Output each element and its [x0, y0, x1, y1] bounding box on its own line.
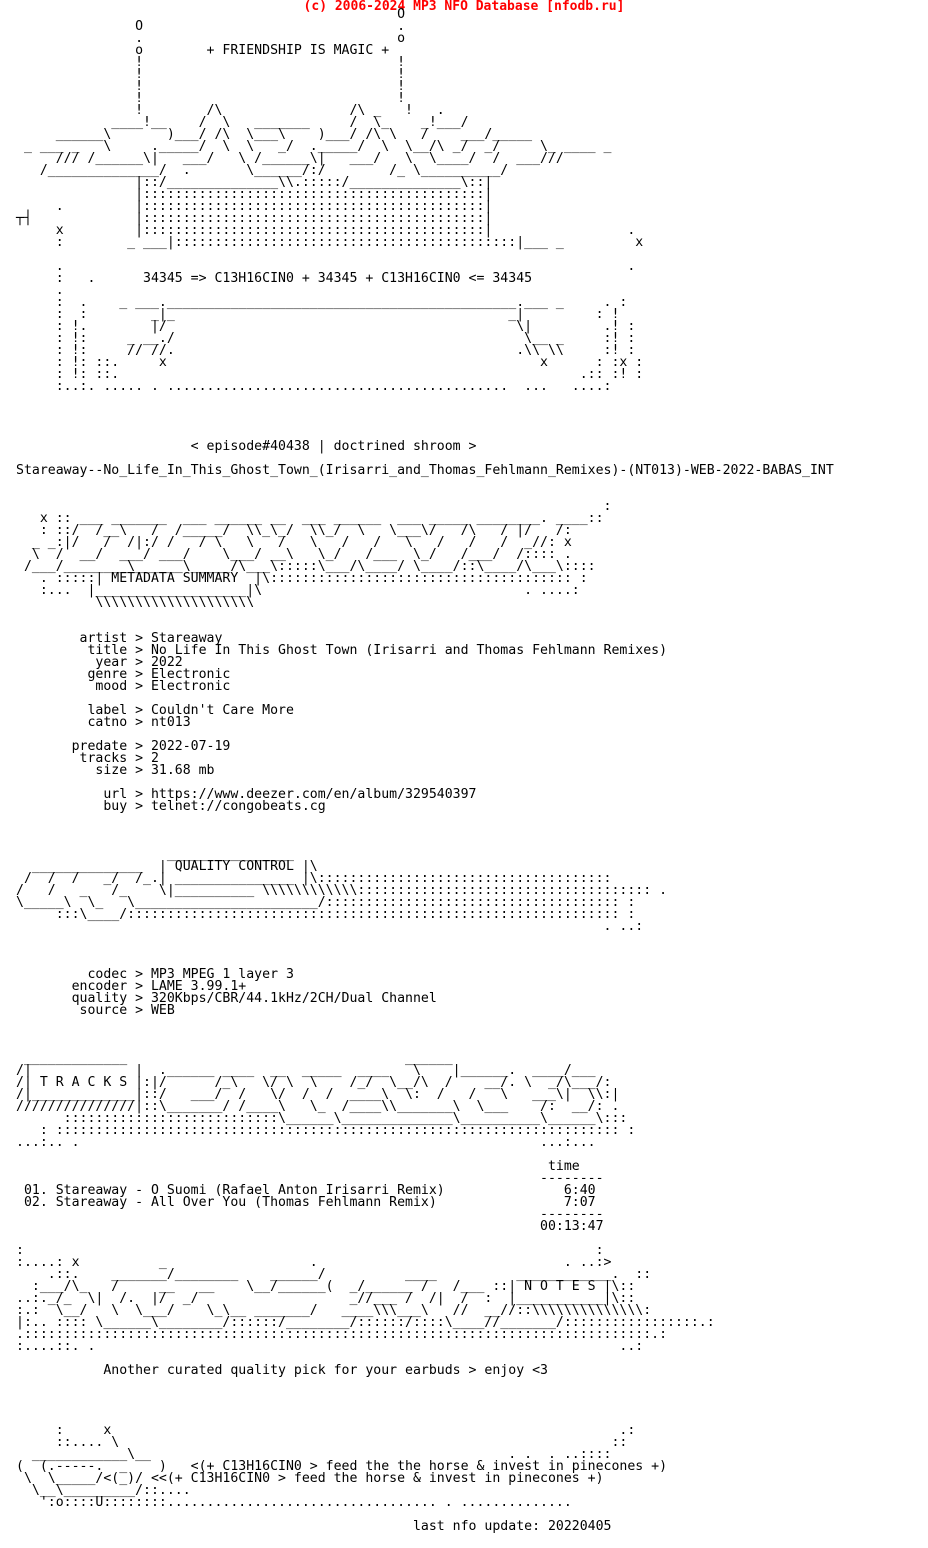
- nfo-line: ':o::::U::::::::.................................. . ..............: [16, 1495, 572, 1510]
- nfo-line: label > Couldn't Care More: [16, 703, 294, 718]
- nfo-line: [16, 1377, 834, 1389]
- nfo-line: year > 2022: [16, 655, 183, 670]
- nfo-line: ________________: [16, 847, 294, 862]
- nfo-line: codec > MP3 MPEG 1 layer 3: [16, 967, 294, 982]
- nfo-line: :::::::::::::::::::::::::::\______\______________\__________\______\:::: [16, 1111, 628, 1126]
- nfo-line: genre > Electronic: [16, 667, 231, 682]
- nfo-line: O .: [16, 19, 406, 34]
- nfo-line: : !: _ __./ \__ _ :! :: [16, 331, 636, 346]
- nfo-line: |::/______________\\.:::::/______________\::|: [16, 175, 493, 190]
- nfo-line: _ _:|/ / /|:/ / / \ \ / \ / / \ / / / _//: x: [16, 535, 572, 550]
- nfo-line: \ / __/ ___/ ___/ \___/ __\ \_/ /___ \_/ /___/ /:::: .: [16, 547, 572, 562]
- nfo-text: [16, 9, 834, 1533]
- nfo-line: [16, 477, 834, 489]
- nfo-line: . :::::| METADATA SUMMARY |\:::::::::::::::::::::::::::::::::::::: :: [16, 571, 588, 586]
- nfo-line: ! !: [16, 79, 406, 94]
- nfo-line: artist > Stareaway: [16, 631, 223, 646]
- nfo-line: [16, 825, 834, 837]
- nfo-line: size > 31.68 mb: [16, 763, 215, 778]
- nfo-line: ! !: [16, 91, 406, 106]
- nfo-line: [16, 405, 834, 417]
- nfo-line: : . _ ___.____________________________________________.___ _ . :: [16, 295, 628, 310]
- nfo-line: :....: x _ . . ..:>: [16, 1255, 612, 1270]
- nfo-line: time: [16, 1159, 580, 1174]
- nfo-line: [16, 933, 834, 945]
- nfo-line: \_____\ \_ \_______________________/::::::::::::::::::::::::::::::::::::: :: [16, 895, 636, 910]
- nfo-line: /|_____________|::/ ___/ / \/ / / ____\ \: / / \ ___\| \\:|: [16, 1087, 620, 1102]
- nfo-line: ..:._/_ \| /. |/ _/ _//___ / /| / : |___________|\::: [16, 1291, 636, 1306]
- nfo-line: encoder > LAME 3.99.1+: [16, 979, 247, 994]
- nfo-line: ( (.-----. _ ) <(+ C13H16CIN0 > feed the the horse & invest in pinecones +): [16, 1459, 668, 1474]
- nfo-line: : !: // //. .\\ \\ :! :: [16, 343, 636, 358]
- nfo-line: last nfo update: 20220405: [16, 1519, 612, 1534]
- nfo-line: [16, 609, 834, 621]
- nfo-line: [16, 393, 834, 405]
- nfo-line: / / / _/ /_.| _______________ |\:::::::::::::::::::::::::::::::::::::: [16, 871, 612, 886]
- nfo-line: ! !: [16, 55, 406, 70]
- nfo-line: predate > 2022-07-19: [16, 739, 231, 754]
- nfo-line: .::. _______/________ ______/ ____ ____________. ::: [16, 1267, 652, 1282]
- nfo-line: .:::::::::::::::::::::::::::::::::::::::::::::::::::::::::::::::::::::::::::::::.:: [16, 1327, 668, 1342]
- nfo-line: : :: [16, 1243, 604, 1258]
- nfo-line: ! !: [16, 67, 406, 82]
- nfo-line: ____________\__ . . . ..::::: [16, 1447, 612, 1462]
- nfo-line: [16, 1029, 834, 1041]
- nfo-line: 00:13:47: [16, 1219, 604, 1234]
- nfo-line: [16, 1389, 834, 1401]
- nfo-line: : !. |/ \| .! :: [16, 319, 636, 334]
- nfo-line: /// /______\| ___/ \ /______\| ___/ \ \____/ / ___///: [16, 151, 564, 166]
- nfo-line: 02. Stareaway - All Over You (Thomas Fehlmann Remix) 7:07: [16, 1195, 596, 1210]
- nfo-line: quality > 320Kbps/CBR/44.1kHz/2CH/Dual Channel: [16, 991, 437, 1006]
- nfo-line: Another curated quality pick for your earbuds > enjoy <3: [16, 1363, 548, 1378]
- nfo-line: _____________ ______: [16, 1051, 453, 1066]
- nfo-line: : !: ::. x x : :x :: [16, 355, 644, 370]
- nfo-line: [16, 1401, 834, 1413]
- nfo-line: catno > nt013: [16, 715, 191, 730]
- nfo-line: x |:::::::::::::::::::::::::::::::::::::::::::| .: [16, 223, 636, 238]
- nfo-line: :___/\_ / __ __ \__/______( _/______ / /___ ::| N O T E S |\::: [16, 1279, 636, 1294]
- nfo-line: /___/________\______\_____/\___\:::::\___/\____/ \____/::\____/\___\::::: [16, 559, 596, 574]
- nfo-line: :.: \__/ \ \___/ \_\__ _______/ ____\\\___\ // __//::\\\\\\\\\\\\\\:: [16, 1303, 652, 1318]
- nfo-line: : ::::::::::::::::::::::::::::::::::::::::::::::::::::::::::::::::::::::: :: [16, 1123, 636, 1138]
- nfo-line: : . 34345 => C13H16CIN0 + 34345 + C13H16CIN0 <= 34345: [16, 271, 533, 286]
- nfo-line: ┬┤ |:::::::::::::::::::::::::::::::::::::::::::|: [16, 211, 493, 226]
- nfo-line: :... |___________________|\ . ....:: [16, 583, 580, 598]
- nfo-line: url > https://www.deezer.com/en/album/329540397: [16, 787, 477, 802]
- nfo-line: :::\____/:::::::::::::::::::::::::::::::::::::::::::::::::::::::::::::: :: [16, 907, 636, 922]
- nfo-line: : : _|_ _| : !: [16, 307, 620, 322]
- nfo-line: /| T R A C K S |:|/ /_\ \/ \ \ /_/ \__/\ / __/. \ _/\___/:: [16, 1075, 612, 1090]
- nfo-line: \ \_____/<(_)/ <<(+ C13H16CIN0 > feed the horse & invest in pinecones +): [16, 1471, 604, 1486]
- nfo-line: o + FRIENDSHIP IS MAGIC +: [16, 43, 390, 58]
- nfo-line: : _ ___|:::::::::::::::::::::::::::::::::::::::::::|___ _ x: [16, 235, 644, 250]
- nfo-line: /______________/ . \______/:/ /_ \__________/: [16, 163, 509, 178]
- nfo-line: --------: [16, 1171, 604, 1186]
- nfo-line: ______\ )___/ /\ \___\ )___/ /\ \ / ___/_____: [16, 127, 533, 142]
- nfo-line: ! /\ /\ _ ! .: [16, 103, 445, 118]
- nfo-line: x :: ___ _______ ___ ______ __ ___ ______ ___ _____ ________. ____::: [16, 511, 604, 526]
- nfo-line: ______________ | QUALITY CONTROL |\: [16, 859, 318, 874]
- nfo-line: /| | .______ ____ __ _____ ____ \ |______. ____/___: [16, 1063, 596, 1078]
- nfo-line: :....::. . ..:: [16, 1339, 644, 1354]
- nfo-line: . |:::::::::::::::::::::::::::::::::::::::::::|: [16, 199, 493, 214]
- nfo-line: ____!__ / \ _______ / \_ _!___/: [16, 115, 469, 130]
- nfo-line: title > No Life In This Ghost Town (Irisarri and Thomas Fehlmann Remixes): [16, 643, 668, 658]
- nfo-line: : x .:: [16, 1423, 636, 1438]
- nfo-line: |:::::::::::::::::::::::::::::::::::::::::::|: [16, 187, 493, 202]
- nfo-line: 01. Stareaway - O Suomi (Rafael Anton Irisarri Remix) 6:40: [16, 1183, 596, 1198]
- nfo-line: \__\_________/::....: [16, 1483, 191, 1498]
- nfo-line: --------: [16, 1207, 604, 1222]
- nfo-line: ::.... \ ::: [16, 1435, 628, 1450]
- nfo-line: ...:.. . ...:...: [16, 1135, 596, 1150]
- nfo-line: : !: ::. .:: :! :: [16, 367, 644, 382]
- nfo-line: [16, 417, 834, 429]
- nfo-line: source > WEB: [16, 1003, 175, 1018]
- nfo-line: / / _ /_ \|__________ \\\\\\\\\\\\::::::::::::::::::::::::::::::::::::: .: [16, 883, 668, 898]
- nfo-line: [16, 945, 834, 957]
- nfo-line: : ::/ /__\ / /_____/ \\_\_/ \\_/ \ \___\/ /\ / |/ /:: [16, 523, 572, 538]
- nfo-line: buy > telnet://congobeats.cg: [16, 799, 326, 814]
- nfo-line: ///////////////|::\_______/ /____\ \_ /____\\_______\ \___ /: __/: .: [16, 1099, 620, 1114]
- nfo-line: . o: [16, 31, 406, 46]
- nfo-line: :..:. ..... . ........................................... ... ....:: [16, 379, 612, 394]
- nfo-line: tracks > 2: [16, 751, 159, 766]
- nfo-line: O: [16, 7, 406, 22]
- nfo-line: .: [16, 283, 64, 298]
- nfo-line: mood > Electronic: [16, 679, 231, 694]
- nfo-line: < episode#40438 | doctrined shroom >: [16, 439, 477, 454]
- site-banner: (c) 2006-2024 MP3 NFO Database [nfodb.ru]: [303, 0, 625, 14]
- nfo-line: _ ___ _ \ ._____/ \ \ _/ ._____/ \ \__/\ _/ _/ \_ ____ _: [16, 139, 612, 154]
- nfo-line: [16, 813, 834, 825]
- nfo-line: . .: [16, 259, 636, 274]
- nfo-line: Stareaway--No_Life_In_This_Ghost_Town_(Irisarri_and_Thomas_Fehlmann_Remixes)-(NT013)-WEB-2022-BABAS_INT: [16, 463, 834, 478]
- nfo-line: [16, 1017, 834, 1029]
- nfo-line: \\\\\\\\\\\\\\\\\\\\: [16, 595, 255, 610]
- nfo-line: . ..:: [16, 919, 644, 934]
- nfo-line: |:.. :::: \______\________/::::::/________/::::::/::::\____//_______/:::::::::::::::::.:: [16, 1315, 715, 1330]
- nfo-line: :: [16, 499, 612, 514]
